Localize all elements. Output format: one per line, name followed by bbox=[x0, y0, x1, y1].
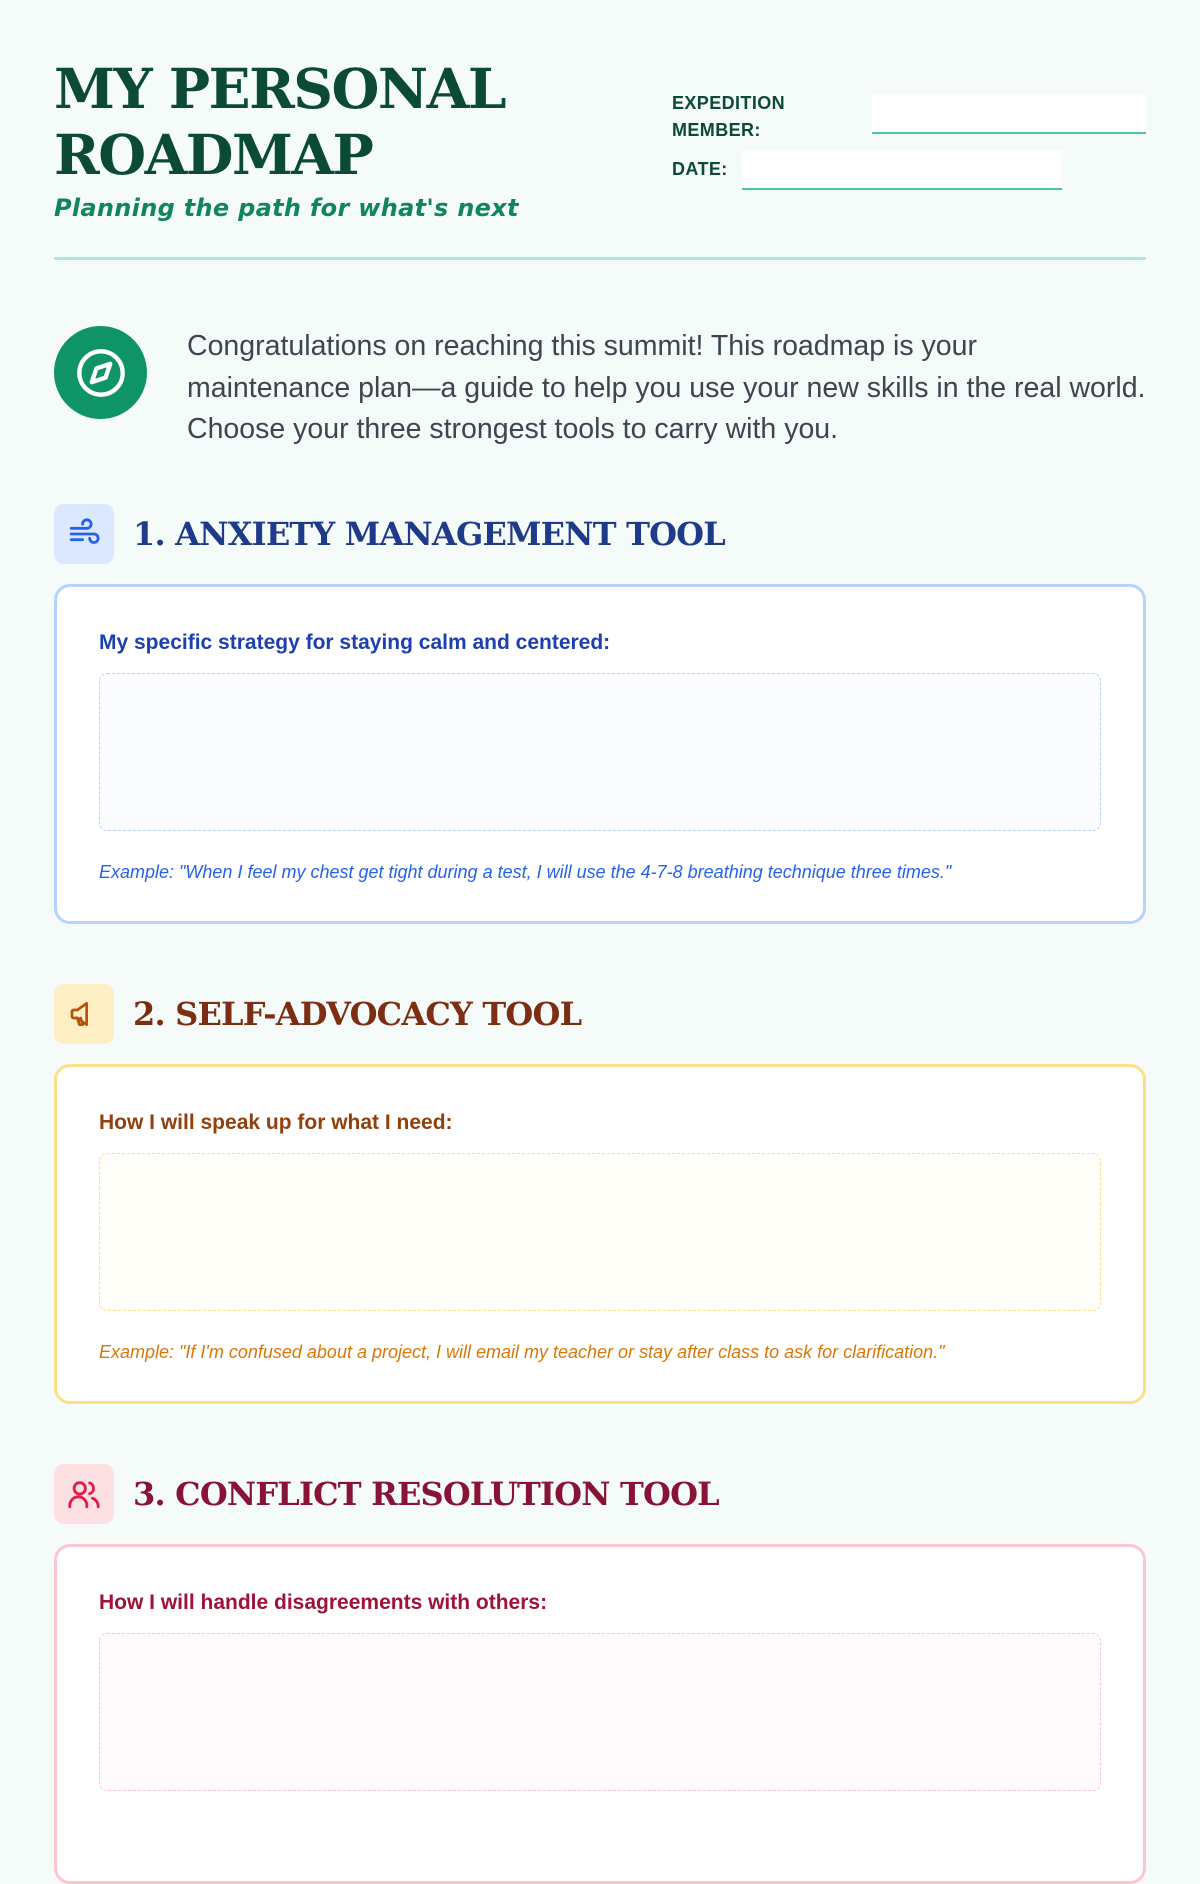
member-label-line-2: MEMBER: bbox=[672, 120, 761, 140]
title-line-1: MY PERSONAL bbox=[54, 56, 506, 121]
section-prompt: My specific strategy for staying calm and centered: bbox=[99, 631, 611, 654]
section-self-advocacy bbox=[54, 984, 1146, 1362]
member-name-field[interactable] bbox=[872, 94, 1146, 134]
member-label bbox=[672, 90, 832, 144]
section-card bbox=[54, 1064, 1146, 1404]
section-card bbox=[54, 584, 1146, 924]
section-header bbox=[54, 1464, 1146, 1524]
anxiety-answer-field[interactable] bbox=[99, 673, 1101, 831]
self-advocacy-answer-field[interactable] bbox=[99, 1153, 1101, 1311]
member-field-row bbox=[672, 90, 1146, 144]
date-field[interactable] bbox=[742, 150, 1062, 190]
section-title: 3. CONFLICT RESOLUTION TOOL bbox=[133, 1475, 719, 1513]
page-title bbox=[54, 56, 514, 188]
section-prompt: How I will handle disagreements with others: bbox=[99, 1591, 548, 1614]
section-header bbox=[54, 984, 1146, 1044]
header-fields bbox=[672, 90, 1146, 196]
section-conflict-resolution bbox=[54, 1464, 1146, 1614]
section-example: Example: "When I feel my chest get tight during a test, I will use the 4-7-8 breathing technique three times." bbox=[99, 862, 952, 882]
intro bbox=[54, 326, 1146, 451]
header bbox=[54, 56, 1146, 260]
wind-icon bbox=[54, 504, 114, 564]
section-card bbox=[54, 1544, 1146, 1884]
intro-text: Congratulations on reaching this summit! This roadmap is your maintenance plan—a guide to help you use your new skills in the real world. Choose your three strongest tools to carry with you. bbox=[187, 330, 1146, 445]
date-field-row bbox=[672, 156, 1146, 196]
header-divider bbox=[54, 257, 1146, 260]
member-label-line-1: EXPEDITION bbox=[672, 93, 786, 113]
users-icon bbox=[54, 1464, 114, 1524]
section-header bbox=[54, 504, 1146, 564]
section-title: 2. SELF-ADVOCACY TOOL bbox=[133, 995, 582, 1033]
megaphone-icon bbox=[54, 984, 114, 1044]
title-line-2: ROADMAP bbox=[54, 122, 373, 187]
section-title: 1. ANXIETY MANAGEMENT TOOL bbox=[133, 515, 725, 553]
conflict-resolution-answer-field[interactable] bbox=[99, 1633, 1101, 1791]
compass-icon bbox=[54, 326, 147, 419]
date-label: DATE: bbox=[672, 159, 728, 179]
section-example: Example: "If I'm confused about a project, I will email my teacher or stay after class to ask for clarification." bbox=[99, 1342, 945, 1362]
section-anxiety-management bbox=[54, 504, 1146, 882]
page-subtitle: Planning the path for what's next bbox=[54, 194, 519, 222]
section-prompt: How I will speak up for what I need: bbox=[99, 1111, 453, 1134]
